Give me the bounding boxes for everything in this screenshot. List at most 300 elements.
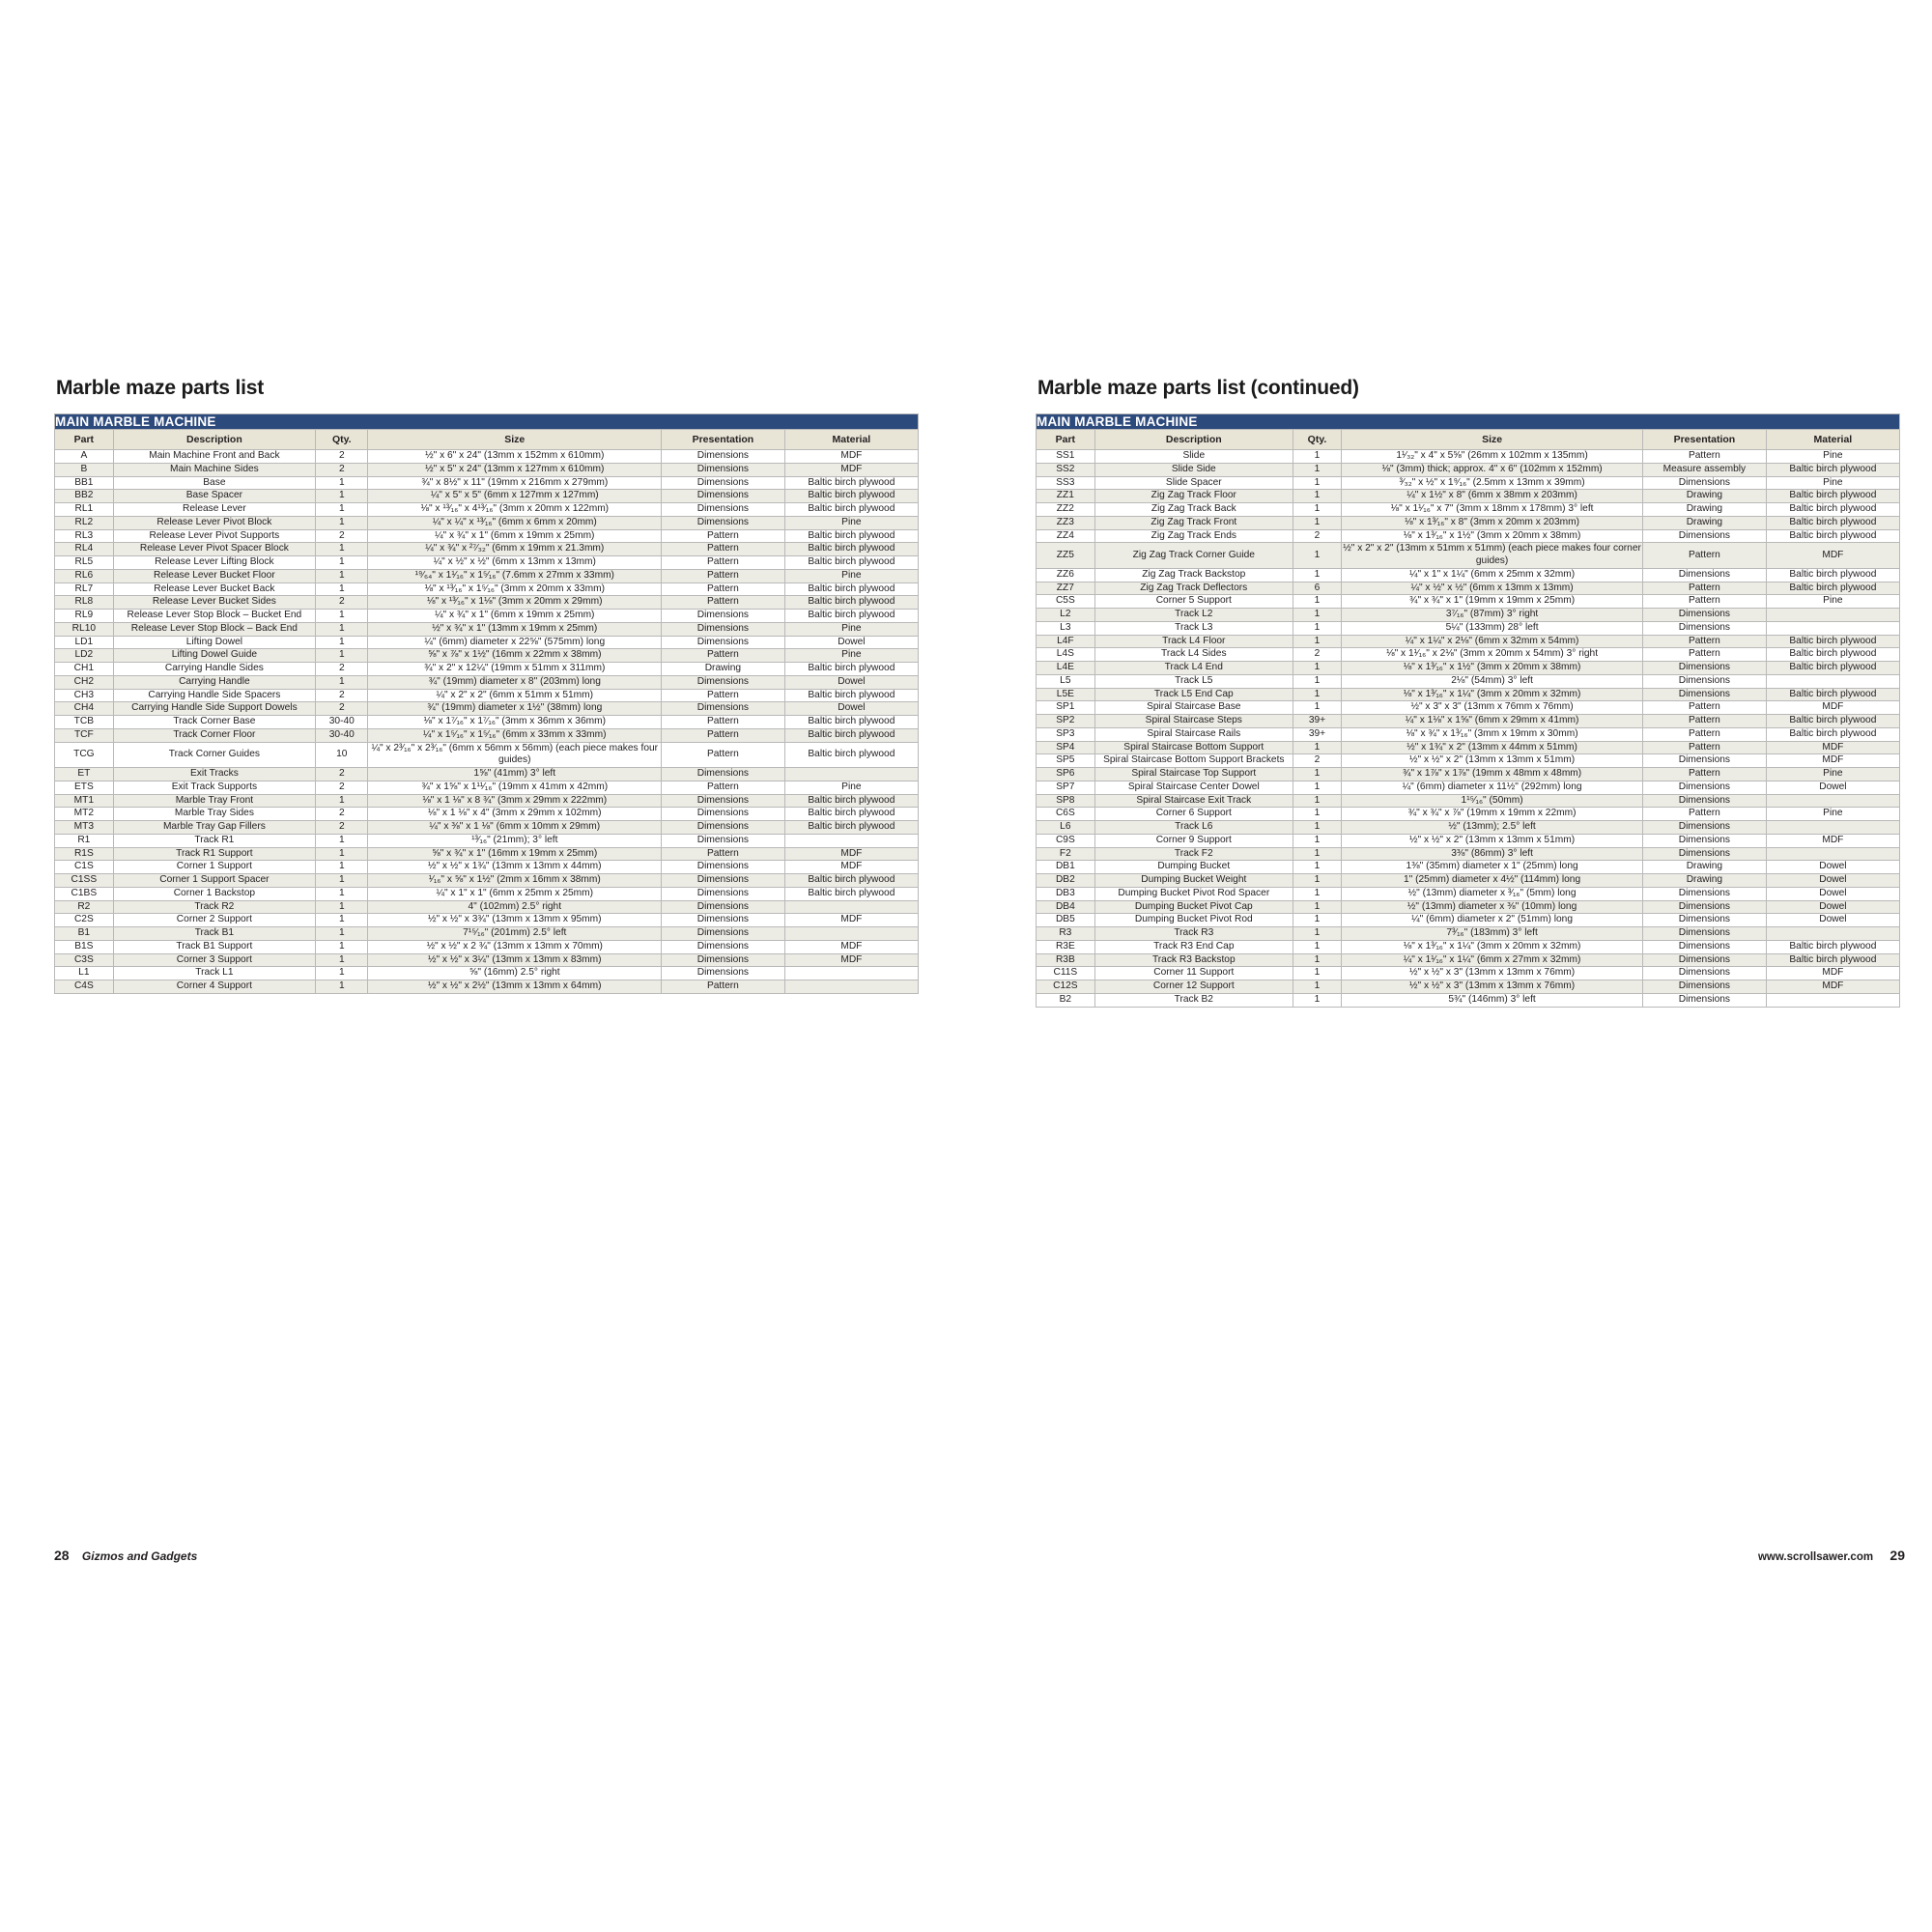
cell-qty: 2	[316, 821, 368, 835]
cell-qty: 1	[316, 861, 368, 874]
cell-qty: 2	[316, 689, 368, 702]
cell-description: Track L5	[1094, 674, 1293, 688]
table-row	[55, 556, 919, 570]
cell-part: DB1	[1037, 861, 1095, 874]
cell-material: Dowel	[1766, 900, 1899, 914]
cell-presentation: Dimensions	[662, 463, 785, 476]
folio-left	[54, 1548, 197, 1563]
cell-material	[1766, 794, 1899, 808]
parts-table-left-body	[55, 450, 919, 994]
column-headers	[55, 430, 919, 450]
cell-presentation: Pattern	[1643, 543, 1767, 569]
cell-presentation: Dimensions	[662, 821, 785, 835]
cell-size: ⅛" x 1³⁄₁₆" x 1½" (3mm x 20mm x 38mm)	[1342, 662, 1643, 675]
cell-description: Track L4 Sides	[1094, 648, 1293, 662]
cell-presentation: Dimensions	[1643, 476, 1767, 490]
cell-presentation: Dimensions	[662, 622, 785, 636]
cell-qty: 2	[1293, 648, 1341, 662]
table-row	[1037, 887, 1900, 900]
cell-presentation: Dimensions	[662, 476, 785, 490]
cell-description: Track Corner Base	[113, 716, 315, 729]
cell-presentation: Pattern	[662, 569, 785, 582]
cell-description: Release Lever Pivot Supports	[113, 529, 315, 543]
cell-presentation: Dimensions	[662, 940, 785, 953]
cell-size: ⅛" x 1⁷⁄₁₆" x 1⁷⁄₁₆" (3mm x 36mm x 36mm)	[368, 716, 662, 729]
cell-description: Track R3 Backstop	[1094, 953, 1293, 967]
cell-qty: 39+	[1293, 715, 1341, 728]
cell-size: 5¼" (133mm) 28° left	[1342, 621, 1643, 635]
cell-qty: 2	[1293, 529, 1341, 543]
table-row	[1037, 874, 1900, 888]
page-title-continued: Marble maze parts list (continued)	[1037, 377, 1359, 399]
cell-qty: 1	[316, 834, 368, 847]
cell-size: ¼" x 1" x 1" (6mm x 25mm x 25mm)	[368, 887, 662, 900]
cell-qty: 1	[316, 900, 368, 914]
cell-material: MDF	[784, 450, 918, 464]
cell-size: ¹³⁄₁₆" (21mm); 3° left	[368, 834, 662, 847]
cell-description: Base Spacer	[113, 490, 315, 503]
cell-material: Baltic birch plywood	[784, 663, 918, 676]
table-row	[1037, 582, 1900, 595]
cell-presentation: Dimensions	[662, 610, 785, 623]
cell-size: ½" (13mm); 2.5° left	[1342, 821, 1643, 835]
cell-presentation: Pattern	[662, 689, 785, 702]
cell-presentation: Pattern	[1643, 727, 1767, 741]
cell-part: A	[55, 450, 114, 464]
cell-qty: 30-40	[316, 728, 368, 742]
cell-description: Track L4 Floor	[1094, 635, 1293, 648]
cell-size: ¼" x 1¹⁄₁₆" x 1¼" (6mm x 27mm x 32mm)	[1342, 953, 1643, 967]
cell-description: Release Lever Pivot Spacer Block	[113, 543, 315, 556]
table-row	[55, 728, 919, 742]
cell-qty: 1	[1293, 701, 1341, 715]
cell-part: L4F	[1037, 635, 1095, 648]
column-header-description: Description	[1094, 430, 1293, 450]
cell-qty: 1	[1293, 568, 1341, 582]
cell-size: 4" (102mm) 2.5° right	[368, 900, 662, 914]
cell-description: Dumping Bucket Pivot Rod Spacer	[1094, 887, 1293, 900]
cell-part: ZZ4	[1037, 529, 1095, 543]
cell-size: ¼" x ¼" x ¹³⁄₁₆" (6mm x 6mm x 20mm)	[368, 516, 662, 529]
cell-presentation: Dimensions	[1643, 781, 1767, 794]
cell-part: DB3	[1037, 887, 1095, 900]
cell-part: MT2	[55, 808, 114, 821]
cell-presentation: Pattern	[1643, 648, 1767, 662]
cell-size: ¾" (19mm) diameter x 8" (203mm) long	[368, 675, 662, 689]
cell-material: Baltic birch plywood	[1766, 503, 1899, 517]
cell-description: Release Lever Stop Block – Bucket End	[113, 610, 315, 623]
cell-material: Pine	[1766, 595, 1899, 609]
cell-part: RL10	[55, 622, 114, 636]
cell-qty: 1	[1293, 516, 1341, 529]
table-row	[1037, 861, 1900, 874]
cell-description: Main Machine Front and Back	[113, 450, 315, 464]
cell-material: Pine	[1766, 808, 1899, 821]
cell-part: ZZ2	[1037, 503, 1095, 517]
cell-presentation: Dimensions	[662, 675, 785, 689]
cell-size: ⅛" x 1³⁄₁₆" x 8" (3mm x 20mm x 203mm)	[1342, 516, 1643, 529]
cell-material: Baltic birch plywood	[784, 716, 918, 729]
table-row	[55, 649, 919, 663]
cell-qty: 1	[316, 503, 368, 517]
cell-description: Spiral Staircase Center Dowel	[1094, 781, 1293, 794]
cell-description: Main Machine Sides	[113, 463, 315, 476]
cell-part: CH3	[55, 689, 114, 702]
cell-material: Baltic birch plywood	[784, 728, 918, 742]
cell-part: SP1	[1037, 701, 1095, 715]
cell-size: 1¹⁵⁄₁₆" (50mm)	[1342, 794, 1643, 808]
cell-part: CH1	[55, 663, 114, 676]
cell-qty: 2	[316, 596, 368, 610]
cell-part: L2	[1037, 609, 1095, 622]
cell-material: MDF	[1766, 980, 1899, 994]
table-row	[55, 967, 919, 980]
cell-presentation: Dimensions	[1643, 529, 1767, 543]
cell-presentation: Dimensions	[1643, 900, 1767, 914]
cell-presentation: Dimensions	[1643, 609, 1767, 622]
cell-size: ¼" x ½" x ½" (6mm x 13mm x 13mm)	[1342, 582, 1643, 595]
cell-part: SP8	[1037, 794, 1095, 808]
cell-size: ⅛" x 1¹⁄₁₆" x 2⅛" (3mm x 20mm x 54mm) 3° right	[1342, 648, 1643, 662]
cell-qty: 1	[316, 874, 368, 888]
cell-material: Baltic birch plywood	[784, 596, 918, 610]
cell-presentation: Pattern	[1643, 808, 1767, 821]
cell-description: Zig Zag Track Backstop	[1094, 568, 1293, 582]
cell-qty: 1	[316, 476, 368, 490]
cell-presentation: Drawing	[1643, 490, 1767, 503]
cell-qty: 10	[316, 742, 368, 768]
cell-part: C4S	[55, 980, 114, 994]
cell-part: ZZ3	[1037, 516, 1095, 529]
cell-qty: 1	[1293, 900, 1341, 914]
cell-material: MDF	[1766, 754, 1899, 768]
cell-size: ½" x ½" x 3" (13mm x 13mm x 76mm)	[1342, 980, 1643, 994]
cell-material: Baltic birch plywood	[784, 556, 918, 570]
cell-presentation: Dimensions	[1643, 927, 1767, 941]
cell-material: Dowel	[784, 702, 918, 716]
table-row	[55, 716, 919, 729]
cell-size: ¾" x ¾" x 1" (19mm x 19mm x 25mm)	[1342, 595, 1643, 609]
table-row	[55, 503, 919, 517]
cell-qty: 1	[1293, 450, 1341, 464]
cell-part: C1SS	[55, 874, 114, 888]
table-row	[55, 874, 919, 888]
cell-material: Baltic birch plywood	[784, 742, 918, 768]
table-row	[1037, 808, 1900, 821]
cell-description: Zig Zag Track Back	[1094, 503, 1293, 517]
table-row	[1037, 821, 1900, 835]
cell-presentation: Dimensions	[662, 702, 785, 716]
cell-presentation: Pattern	[662, 716, 785, 729]
cell-qty: 1	[1293, 595, 1341, 609]
cell-description: Slide Side	[1094, 463, 1293, 476]
cell-qty: 1	[1293, 874, 1341, 888]
cell-material: Baltic birch plywood	[1766, 490, 1899, 503]
cell-part: C12S	[1037, 980, 1095, 994]
cell-description: Track Corner Guides	[113, 742, 315, 768]
cell-part: F2	[1037, 847, 1095, 861]
cell-qty: 1	[1293, 993, 1341, 1007]
cell-description: Corner 6 Support	[1094, 808, 1293, 821]
table-row	[1037, 727, 1900, 741]
cell-presentation: Dimensions	[1643, 754, 1767, 768]
cell-size: ½" x ½" x 2 ¾" (13mm x 13mm x 70mm)	[368, 940, 662, 953]
cell-description: Corner 9 Support	[1094, 834, 1293, 847]
cell-presentation: Dimensions	[1643, 993, 1767, 1007]
cell-qty: 1	[316, 847, 368, 861]
cell-presentation: Measure assembly	[1643, 463, 1767, 476]
cell-presentation: Pattern	[662, 728, 785, 742]
cell-part: ZZ6	[1037, 568, 1095, 582]
cell-description: Marble Tray Front	[113, 794, 315, 808]
table-row	[1037, 490, 1900, 503]
cell-part: LD2	[55, 649, 114, 663]
table-row	[55, 490, 919, 503]
cell-material: Baltic birch plywood	[1766, 648, 1899, 662]
cell-material: MDF	[784, 940, 918, 953]
cell-qty: 1	[316, 490, 368, 503]
cell-size: ⅛" x 1¹⁄₁₆" x 7" (3mm x 18mm x 178mm) 3° left	[1342, 503, 1643, 517]
cell-qty: 1	[316, 927, 368, 941]
cell-size: ¼" x 1" x 1¼" (6mm x 25mm x 32mm)	[1342, 568, 1643, 582]
table-row	[55, 463, 919, 476]
cell-presentation: Dimensions	[662, 768, 785, 781]
cell-qty: 1	[316, 887, 368, 900]
cell-part: B1S	[55, 940, 114, 953]
table-row	[55, 702, 919, 716]
cell-material: Baltic birch plywood	[1766, 582, 1899, 595]
cell-qty: 1	[316, 516, 368, 529]
cell-part: DB5	[1037, 914, 1095, 927]
cell-presentation: Dimensions	[1643, 847, 1767, 861]
table-row	[55, 980, 919, 994]
table-row	[55, 861, 919, 874]
table-row	[55, 529, 919, 543]
cell-presentation: Pattern	[1643, 701, 1767, 715]
table-row	[55, 834, 919, 847]
table-row	[55, 900, 919, 914]
column-header-presentation: Presentation	[662, 430, 785, 450]
cell-presentation: Dimensions	[1643, 821, 1767, 835]
cell-description: Track R1	[113, 834, 315, 847]
cell-description: Lifting Dowel Guide	[113, 649, 315, 663]
table-row	[55, 610, 919, 623]
cell-material	[784, 768, 918, 781]
cell-qty: 39+	[1293, 727, 1341, 741]
cell-description: Track L6	[1094, 821, 1293, 835]
cell-part: TCG	[55, 742, 114, 768]
column-header-part: Part	[1037, 430, 1095, 450]
cell-part: C1S	[55, 861, 114, 874]
cell-description: Release Lever Pivot Block	[113, 516, 315, 529]
cell-description: Marble Tray Sides	[113, 808, 315, 821]
cell-qty: 6	[1293, 582, 1341, 595]
cell-size: ½" x ½" x 3¾" (13mm x 13mm x 95mm)	[368, 914, 662, 927]
cell-description: Lifting Dowel	[113, 636, 315, 649]
cell-description: Track Corner Floor	[113, 728, 315, 742]
cell-size: ¾" x 1⅞" x 1⅞" (19mm x 48mm x 48mm)	[1342, 768, 1643, 781]
table-row	[1037, 662, 1900, 675]
cell-part: RL2	[55, 516, 114, 529]
cell-presentation: Dimensions	[1643, 980, 1767, 994]
cell-material: Baltic birch plywood	[1766, 688, 1899, 701]
cell-qty: 2	[316, 808, 368, 821]
cell-size: ⅛" x 1³⁄₁₆" x 1¼" (3mm x 20mm x 32mm)	[1342, 688, 1643, 701]
table-row	[1037, 635, 1900, 648]
cell-qty: 1	[316, 794, 368, 808]
cell-qty: 1	[316, 622, 368, 636]
cell-description: Track L2	[1094, 609, 1293, 622]
cell-qty: 1	[1293, 927, 1341, 941]
cell-qty: 1	[316, 582, 368, 596]
table-row	[55, 663, 919, 676]
cell-description: Release Lever Bucket Floor	[113, 569, 315, 582]
cell-description: Track B1	[113, 927, 315, 941]
cell-size: ¼" x ¾" x 1" (6mm x 19mm x 25mm)	[368, 529, 662, 543]
cell-part: ZZ1	[1037, 490, 1095, 503]
cell-material: Baltic birch plywood	[1766, 953, 1899, 967]
cell-description: Track R3 End Cap	[1094, 940, 1293, 953]
cell-presentation: Dimensions	[1643, 688, 1767, 701]
cell-size: ½" x ½" x 1¾" (13mm x 13mm x 44mm)	[368, 861, 662, 874]
table-row	[55, 636, 919, 649]
cell-presentation: Pattern	[662, 980, 785, 994]
cell-material: Baltic birch plywood	[784, 503, 918, 517]
cell-description: Zig Zag Track Ends	[1094, 529, 1293, 543]
cell-material: MDF	[1766, 701, 1899, 715]
cell-size: 7¹⁵⁄₁₆" (201mm) 2.5° left	[368, 927, 662, 941]
table-band-header: MAIN MARBLE MACHINE	[1037, 414, 1900, 430]
page-number-left: 28	[54, 1548, 70, 1563]
table-row	[1037, 754, 1900, 768]
cell-material	[1766, 821, 1899, 835]
cell-description: Zig Zag Track Deflectors	[1094, 582, 1293, 595]
table-row	[1037, 927, 1900, 941]
cell-part: C3S	[55, 953, 114, 967]
cell-size: ¼" x ¾" x 1" (6mm x 19mm x 25mm)	[368, 610, 662, 623]
cell-description: Track R1 Support	[113, 847, 315, 861]
cell-qty: 2	[316, 450, 368, 464]
cell-part: SS2	[1037, 463, 1095, 476]
cell-presentation: Dimensions	[1643, 953, 1767, 967]
cell-material: MDF	[784, 861, 918, 874]
cell-description: Carrying Handle Side Spacers	[113, 689, 315, 702]
table-row	[55, 808, 919, 821]
cell-presentation: Pattern	[1643, 768, 1767, 781]
table-row	[55, 940, 919, 953]
cell-size: ¼" x 2³⁄₁₆" x 2³⁄₁₆" (6mm x 56mm x 56mm) (each piece makes four guides)	[368, 742, 662, 768]
cell-material	[1766, 621, 1899, 635]
cell-material: Dowel	[784, 675, 918, 689]
cell-presentation: Drawing	[1643, 874, 1767, 888]
cell-part: SP4	[1037, 741, 1095, 754]
cell-material: Pine	[784, 569, 918, 582]
cell-part: SP7	[1037, 781, 1095, 794]
table-row	[55, 927, 919, 941]
column-header-description: Description	[113, 430, 315, 450]
cell-qty: 1	[316, 914, 368, 927]
cell-qty: 1	[1293, 688, 1341, 701]
cell-qty: 2	[1293, 754, 1341, 768]
cell-qty: 1	[1293, 490, 1341, 503]
cell-part: C5S	[1037, 595, 1095, 609]
table-row	[55, 781, 919, 794]
cell-part: SS3	[1037, 476, 1095, 490]
cell-qty: 1	[1293, 861, 1341, 874]
cell-qty: 2	[316, 463, 368, 476]
cell-size: ¼" x 1½" x 8" (6mm x 38mm x 203mm)	[1342, 490, 1643, 503]
cell-part: TCB	[55, 716, 114, 729]
column-header-material: Material	[784, 430, 918, 450]
table-row	[55, 543, 919, 556]
cell-presentation: Dimensions	[662, 808, 785, 821]
cell-part: R3E	[1037, 940, 1095, 953]
cell-description: Exit Tracks	[113, 768, 315, 781]
cell-qty: 1	[1293, 847, 1341, 861]
cell-material	[1766, 609, 1899, 622]
cell-presentation: Pattern	[662, 543, 785, 556]
cell-size: 5¾" (146mm) 3° left	[1342, 993, 1643, 1007]
cell-material: Baltic birch plywood	[784, 529, 918, 543]
cell-material: Baltic birch plywood	[1766, 568, 1899, 582]
cell-material: Pine	[784, 781, 918, 794]
cell-part: L4E	[1037, 662, 1095, 675]
cell-qty: 2	[316, 529, 368, 543]
cell-size: ½" x 3" x 3" (13mm x 76mm x 76mm)	[1342, 701, 1643, 715]
cell-presentation: Pattern	[1643, 582, 1767, 595]
cell-size: ¾" (19mm) diameter x 1½" (38mm) long	[368, 702, 662, 716]
cell-presentation: Pattern	[1643, 450, 1767, 464]
cell-size: ⅛" x 1³⁄₁₆" x 1½" (3mm x 20mm x 38mm)	[1342, 529, 1643, 543]
cell-size: ⅛" x ¹³⁄₁₆" x 1⁵⁄₁₆" (3mm x 20mm x 33mm)	[368, 582, 662, 596]
cell-presentation: Dimensions	[662, 861, 785, 874]
cell-size: ½" x ½" x 3¼" (13mm x 13mm x 83mm)	[368, 953, 662, 967]
cell-presentation: Dimensions	[662, 967, 785, 980]
cell-presentation: Dimensions	[662, 914, 785, 927]
cell-part: C6S	[1037, 808, 1095, 821]
cell-part: R1S	[55, 847, 114, 861]
cell-material: Baltic birch plywood	[1766, 715, 1899, 728]
cell-material: Baltic birch plywood	[784, 490, 918, 503]
table-row	[55, 582, 919, 596]
cell-size: ¼" x ½" x ½" (6mm x 13mm x 13mm)	[368, 556, 662, 570]
table-row	[1037, 543, 1900, 569]
column-header-qty: Qty.	[1293, 430, 1341, 450]
cell-material	[1766, 927, 1899, 941]
cell-part: DB2	[1037, 874, 1095, 888]
cell-size: 1¹⁄₃₂" x 4" x 5⅝" (26mm x 102mm x 135mm)	[1342, 450, 1643, 464]
cell-size: ⅛" x ¹³⁄₁₆" x 1⅛" (3mm x 20mm x 29mm)	[368, 596, 662, 610]
cell-qty: 1	[316, 556, 368, 570]
cell-qty: 1	[316, 610, 368, 623]
column-header-part: Part	[55, 430, 114, 450]
cell-material: Dowel	[1766, 861, 1899, 874]
table-band-header: MAIN MARBLE MACHINE	[55, 414, 919, 430]
table-row	[1037, 953, 1900, 967]
cell-size: ¼" (6mm) diameter x 2" (51mm) long	[1342, 914, 1643, 927]
cell-qty: 1	[1293, 794, 1341, 808]
cell-size: ⅛" x 1 ⅛" x 4" (3mm x 29mm x 102mm)	[368, 808, 662, 821]
table-row	[55, 887, 919, 900]
cell-presentation: Dimensions	[1643, 834, 1767, 847]
cell-qty: 2	[316, 781, 368, 794]
cell-description: Carrying Handle	[113, 675, 315, 689]
table-row	[1037, 648, 1900, 662]
cell-size: ³⁄₃₂" x ½" x 1⁹⁄₁₆" (2.5mm x 13mm x 39mm)	[1342, 476, 1643, 490]
column-headers	[1037, 430, 1900, 450]
cell-material: Baltic birch plywood	[1766, 529, 1899, 543]
book-title-running-head: Gizmos and Gadgets	[81, 1549, 198, 1563]
